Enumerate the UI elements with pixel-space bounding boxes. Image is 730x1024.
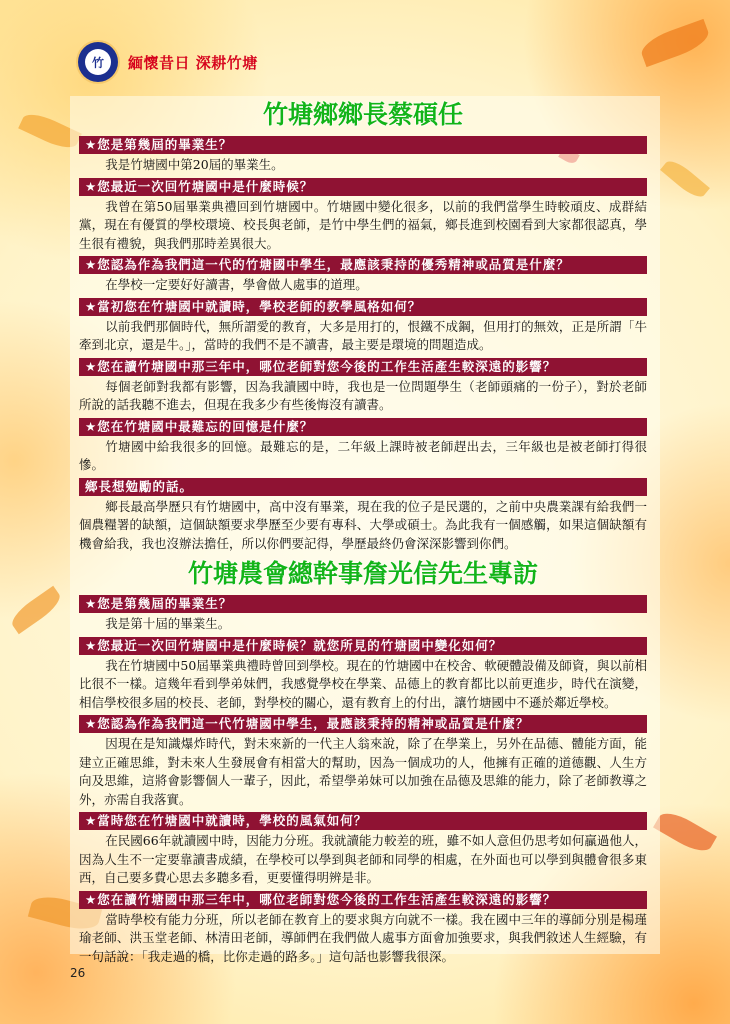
- page-header: [78, 42, 258, 82]
- header-title: 緬懷昔日 深耕竹塘: [128, 53, 258, 72]
- petal-decoration: [638, 19, 713, 67]
- question-bar: ★您在讀竹塘國中那三年中，哪位老師對您今後的工作生活產生較深遠的影響？: [79, 358, 647, 376]
- answer-text: 竹塘國中給我很多的回憶。最難忘的是，二年級上課時被老師趕出去，三年級也是被老師打得很慘。: [79, 438, 647, 472]
- answer-text: 每個老師對我都有影響，因為我讀國中時，我也是一位問題學生（老師頭痛的一份子），對於老師所說的話我聽不進去，但現在我多少有些後悔沒有讀書。: [79, 378, 647, 412]
- section-title: 竹塘鄉鄉長蔡碩任: [262, 100, 463, 129]
- question-bar: ★您認為作為我們這一代的竹塘國中學生，最應該秉持的優秀精神或品質是什麼？: [79, 256, 647, 274]
- page-number: 26: [70, 966, 86, 980]
- school-logo-icon: [78, 42, 118, 82]
- answer-text: 在民國66年就讀國中時，因能力分班。我就讀能力較差的班，雖不如人意但仍思考如何贏過他人，因為人生不一定要靠讀書成績，在學校可以學到與老師和同學的相處，在外面也可以學到與體會很多東西，自己要多費心思去多聽多看，更要懂得明辨是非。: [79, 833, 647, 885]
- petal-decoration: [7, 586, 64, 635]
- answer-text: 我在竹塘國中50屆畢業典禮時曾回到學校。現在的竹塘國中在校舍、軟硬體設備及師資，與以前相比很不一樣。這幾年看到學弟妹們，我感覺學校在學業、品德上的教育都比以前更進步，時代在演變，相信學校很多屆的校長、老師，對學校的關心，還有教育上的付出，讓竹塘國中不遜於鄰近學校。: [79, 657, 647, 710]
- answer-text: 當時學校有能力分班，所以老師在教育上的要求與方向就不一樣。我在國中三年的導師分別是楊瑾瑜老師、洪玉堂老師、林清田老師，導師們在我們做人處事方面會加強要求，與我們敘述人生經驗，有一句話說：「我走過的橋，比你走過的路多。」這句話也影響我很深。: [79, 911, 647, 964]
- petal-decoration: [653, 807, 717, 858]
- answer-text: 因現在是知識爆炸時代，對未來新的一代主人翁來說，除了在學業上，另外在品德、體能方面，能建立正確思維，對未來人生發展會有相當大的幫助，因為一個成功的人，他擁有正確的道德觀、人生方向及思維，這將會影響個人一輩子，因此，希望學弟妹可以加強在品德及思維的能力，除了老師教導之外，亦需自我落實。: [79, 736, 647, 807]
- question-bar: ★您認為作為我們這一代竹塘國中學生，最應該秉持的精神或品質是什麼？: [79, 715, 647, 733]
- article-content: [79, 98, 647, 968]
- question-bar: ★當初您在竹塘國中就讀時，學校老師的教學風格如何？: [79, 298, 647, 316]
- question-bar: 鄉長想勉勵的話。: [79, 478, 647, 496]
- question-bar: ★您是第幾屆的畢業生？: [79, 136, 647, 154]
- question-bar: ★您最近一次回竹塘國中是什麼時候？: [79, 178, 647, 196]
- answer-text: 我曾在第50屆畢業典禮回到竹塘國中。竹塘國中變化很多，以前的我們當學生時較頑皮、成群結黨，現在有優質的學校環境、校長與老師，是竹中學生們的福氣，鄉長進到校園看到大家都很認真，學生很有禮貌，與我們那時差異很大。: [79, 198, 647, 251]
- petal-decoration: [660, 156, 710, 202]
- question-bar: ★您在竹塘國中最難忘的回憶是什麼？: [79, 418, 647, 436]
- answer-text: 以前我們那個時代，無所謂愛的教育，大多是用打的，恨鐵不成鋼，但用打的無效，正是所謂「牛牽到北京，還是牛。」，當時的我們不是不讀書，最主要是環境的問題造成。: [79, 318, 647, 352]
- logo-text: 竹: [85, 49, 111, 75]
- answer-text: 我是第十屆的畢業生。: [105, 616, 231, 631]
- answer-text: 鄉長最高學歷只有竹塘國中，高中沒有畢業，現在我的位子是民選的，之前中央農業課有給我們一個農糧署的缺額，這個缺額要求學歷至少要有專科、大學或碩士。為此我有一個感觸，如果這個缺額有機會給我，我也沒辦法擔任，所以你們要記得，學歷最終仍會深深影響到你們。: [79, 498, 647, 551]
- question-bar: ★您在讀竹塘國中那三年中，哪位老師對您今後的工作生活產生較深遠的影響？: [79, 891, 647, 909]
- section-title: 竹塘農會總幹事詹光信先生專訪: [187, 559, 538, 588]
- answer-text: 我是竹塘國中第20屆的畢業生。: [105, 157, 284, 172]
- question-bar: ★您是第幾屆的畢業生？: [79, 595, 647, 613]
- answer-text: 在學校一定要好好讀書，學會做人處事的道理。: [105, 277, 368, 292]
- question-bar: ★當時您在竹塘國中就讀時，學校的風氣如何？: [79, 812, 647, 830]
- question-bar: ★您最近一次回竹塘國中是什麼時候？就您所見的竹塘國中變化如何？: [79, 637, 647, 655]
